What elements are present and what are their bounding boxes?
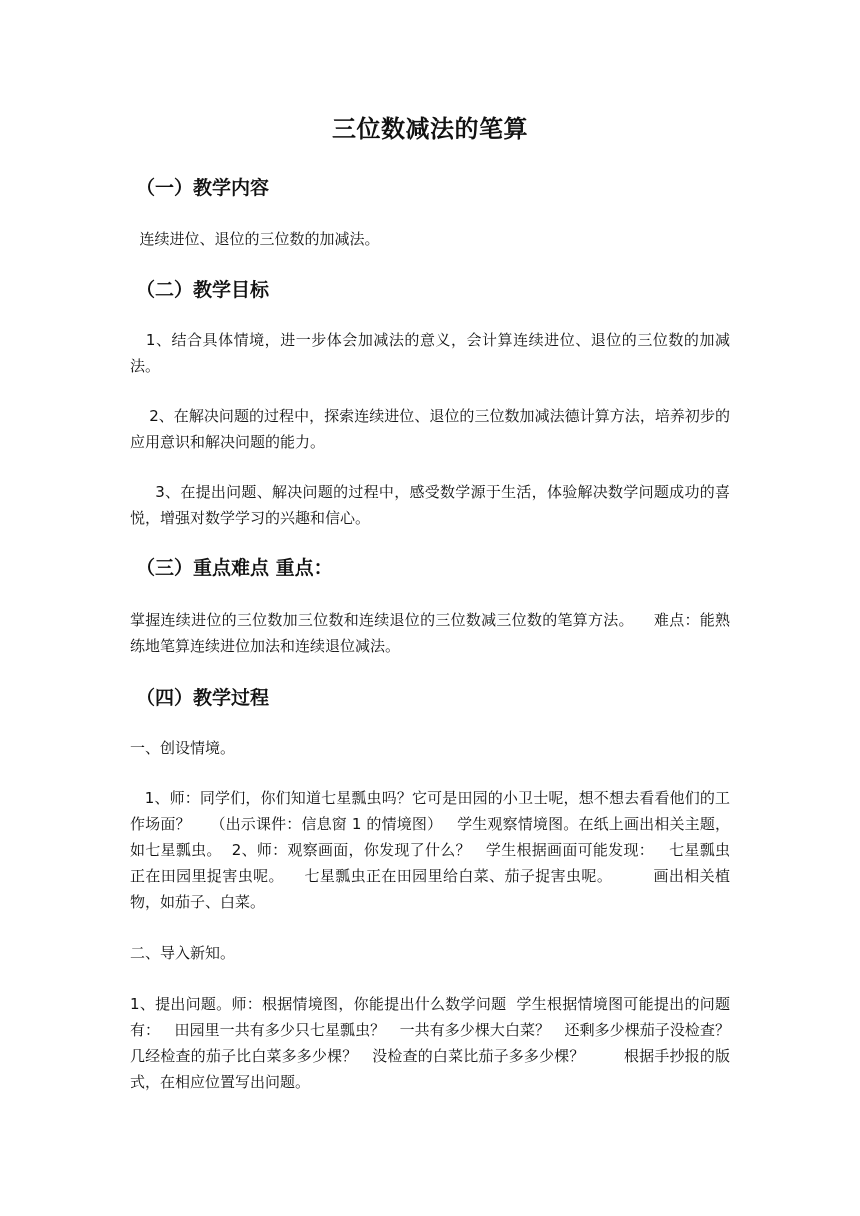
section-content-text: 连续进位、退位的三位数的加减法。 (130, 230, 380, 248)
process-step-1-text: 1、师：同学们，你们知道七星瓢虫吗？它可是田园的小卫士呢，想不想去看看他们的工作场面？ （出示课件：信息窗 1 的情境图） 学生观察情境图。在纸上画出相关主题，如七星瓢虫。 2、师：观察画面，你发现了什么？ 学生根据画面可能发现： 七星瓢虫正在田园里捉害虫呢。 七星瓢虫正在田园里给白菜、茄子捉害虫呢。 画出相关植物，如茄子、白菜。 (130, 789, 730, 911)
document-title: 三位数减法的笔算 (332, 115, 528, 143)
section-heading-content: （一）教学内容 (136, 177, 270, 199)
objective-item-3: 3、在提出问题、解决问题的过程中，感受数学源于生活，体验解决数学问题成功的喜悦，增强对数学学习的兴趣和信心。 (130, 483, 730, 527)
section-heading-process: （四）教学过程 (136, 687, 270, 709)
section-heading-objectives: （二）教学目标 (136, 279, 270, 301)
section-heading-key-points: （三）重点难点 重点： (136, 557, 333, 579)
process-step-2-text: 1、提出问题。师：根据情境图，你能提出什么数学问题 学生根据情境图可能提出的问题有： 田园里一共有多少只七星瓢虫？ 一共有多少棵大白菜？ 还剩多少棵茄子没检查？ 几经检查的茄子比白菜多多少棵？ 没检查的白菜比茄子多多少棵？ 根据手抄报的版式，在相应位置写出问题。 (130, 995, 754, 1091)
objective-item-1: 1、结合具体情境，进一步体会加减法的意义，会计算连续进位、退位的三位数的加减法。 (130, 331, 730, 375)
objective-item-2: 2、在解决问题的过程中，探索连续进位、退位的三位数加减法德计算方法，培养初步的应用意识和解决问题的能力。 (130, 407, 730, 451)
key-points-text: 掌握连续进位的三位数加三位数和连续退位的三位数减三位数的笔算方法。 难点：能熟练地笔算连续进位加法和连续退位减法。 (130, 611, 730, 655)
process-step-1-title: 一、创设情境。 (130, 739, 236, 757)
process-step-2-title: 二、导入新知。 (130, 944, 236, 962)
